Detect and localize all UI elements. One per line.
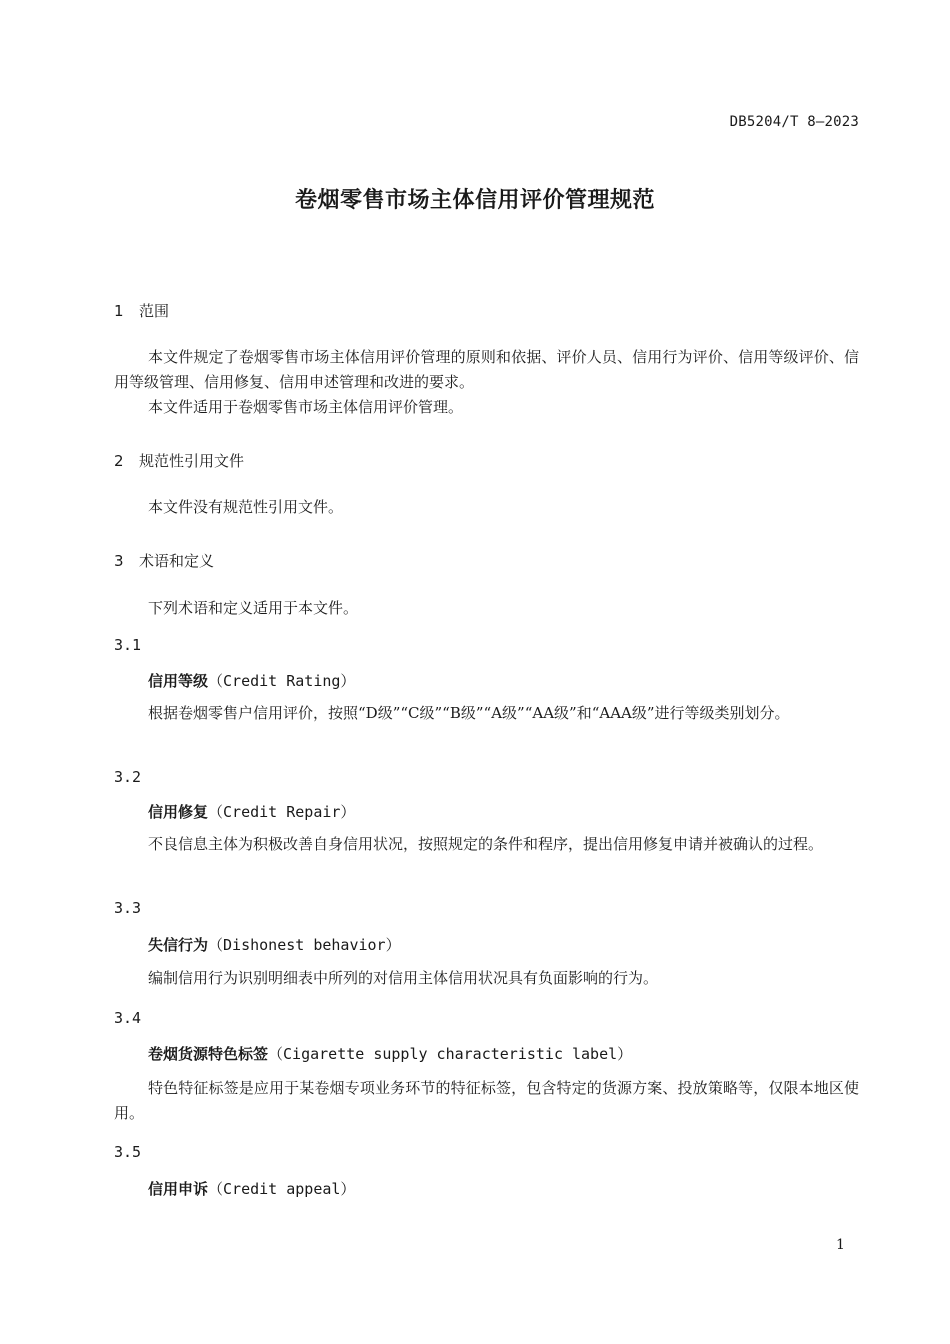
section-title: 术语和定义 bbox=[139, 552, 215, 570]
section-heading-3 bbox=[114, 550, 214, 571]
term-name: 信用申诉 bbox=[148, 1180, 209, 1198]
term-name: 卷烟货源特色标签 bbox=[148, 1045, 269, 1063]
term-name: 失信行为 bbox=[148, 936, 209, 954]
term-number: 3.2 bbox=[114, 768, 142, 786]
term-definition: 根据卷烟零售户信用评价，按照“D级”“C级”“B级”“A级”“AA级”和“AAA级”进行等级类别划分。 bbox=[148, 704, 790, 722]
section-heading-1 bbox=[114, 300, 169, 321]
term-heading bbox=[148, 934, 401, 955]
term-heading bbox=[148, 801, 355, 822]
term-english: （Credit Rating） bbox=[208, 672, 356, 690]
term-heading bbox=[148, 670, 355, 691]
paragraph: 本文件适用于卷烟零售市场主体信用评价管理。 bbox=[148, 398, 464, 416]
term-definition: 特色特征标签是应用于某卷烟专项业务环节的特征标签，包含特定的货源方案、投放策略等，仅限本地区使用。 bbox=[114, 1079, 859, 1122]
term-number: 3.4 bbox=[114, 1009, 142, 1027]
term-definition: 不良信息主体为积极改善自身信用状况，按照规定的条件和程序，提出信用修复申请并被确认的过程。 bbox=[148, 835, 824, 853]
term-english: （Credit appeal） bbox=[208, 1180, 356, 1198]
section-number: 1 bbox=[114, 302, 124, 320]
paragraph: 本文件没有规范性引用文件。 bbox=[148, 498, 344, 516]
term-definition: 编制信用行为识别明细表中所列的对信用主体信用状况具有负面影响的行为。 bbox=[148, 969, 659, 987]
term-heading bbox=[148, 1178, 355, 1199]
document-title: 卷烟零售市场主体信用评价管理规范 bbox=[294, 188, 655, 213]
term-heading bbox=[148, 1043, 632, 1064]
term-name: 信用等级 bbox=[148, 672, 209, 690]
section-number: 3 bbox=[114, 552, 124, 570]
section-heading-2 bbox=[114, 450, 244, 471]
term-number: 3.1 bbox=[114, 636, 142, 654]
term-number: 3.5 bbox=[114, 1143, 142, 1161]
paragraph: 本文件规定了卷烟零售市场主体信用评价管理的原则和依据、评价人员、信用行为评价、信用等级评价、信用等级管理、信用修复、信用申述管理和改进的要求。 bbox=[114, 348, 859, 391]
section-number: 2 bbox=[114, 452, 124, 470]
page-number: 1 bbox=[836, 1237, 845, 1253]
term-english: （Cigarette supply characteristic label） bbox=[268, 1045, 633, 1063]
paragraph: 下列术语和定义适用于本文件。 bbox=[148, 599, 359, 617]
term-english: （Dishonest behavior） bbox=[208, 936, 401, 954]
section-title: 规范性引用文件 bbox=[139, 452, 245, 470]
term-name: 信用修复 bbox=[148, 803, 209, 821]
term-english: （Credit Repair） bbox=[208, 803, 356, 821]
term-number: 3.3 bbox=[114, 899, 142, 917]
section-title: 范围 bbox=[139, 302, 170, 320]
document-number: DB5204/T 8—2023 bbox=[729, 114, 859, 130]
